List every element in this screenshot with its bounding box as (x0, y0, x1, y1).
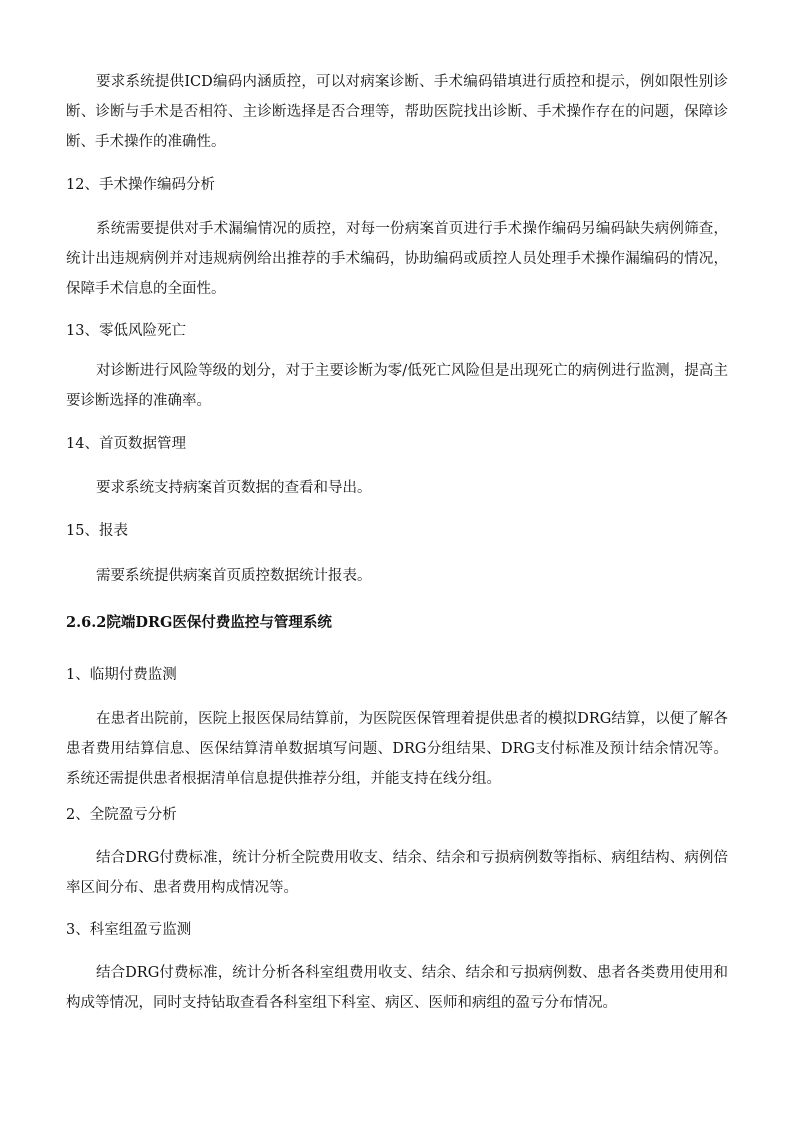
section-title-2-6-2: 2.6.2院端DRG医保付费监控与管理系统 (66, 614, 332, 631)
heading-1: 1、临期付费监测 (66, 667, 177, 683)
paragraph-14: 要求系统支持病案首页数据的查看和导出。 (96, 480, 372, 496)
heading-14: 14、首页数据管理 (66, 436, 186, 452)
paragraph-3: 结合DRG付费标准，统计分析各科室组费用收支、结余、结余和亏损病例数、患者各类费用使用和构成等情况，同时支持钻取查看各科室组下科室、病区、医师和病组的盈亏分布情况。 (66, 965, 728, 1011)
paragraph-2: 结合DRG付费标准，统计分析全院费用收支、结余、结余和亏损病例数等指标、病组结构、病例倍率区间分布、患者费用构成情况等。 (66, 850, 728, 896)
heading-2: 2、全院盈亏分析 (66, 807, 177, 823)
paragraph-icd-quality: 要求系统提供ICD编码内涵质控，可以对病案诊断、手术编码错填进行质控和提示，例如限性别诊断、诊断与手术是否相符、主诊断选择是否合理等，帮助医院找出诊断、手术操作存在的问题，保障诊断、手术操作的准确性。 (66, 74, 728, 150)
heading-13: 13、零低风险死亡 (66, 323, 186, 339)
paragraph-13: 对诊断进行风险等级的划分，对于主要诊断为零/低死亡风险但是出现死亡的病例进行监测，提高主要诊断选择的准确率。 (66, 363, 728, 409)
heading-15: 15、报表 (66, 523, 128, 539)
paragraph-12: 系统需要提供对手术漏编情况的质控，对每一份病案首页进行手术操作编码另编码缺失病例筛查，统计出违规病例并对违规病例给出推荐的手术编码，协助编码或质控人员处理手术操作漏编码的情况，保障手术信息的全面性。 (66, 221, 728, 297)
heading-3: 3、科室组盈亏监测 (66, 922, 192, 938)
paragraph-1: 在患者出院前，医院上报医保局结算前，为医院医保管理着提供患者的模拟DRG结算，以便了解各患者费用结算信息、医保结算清单数据填写问题、DRG分组结果、DRG支付标准及预计结余情况等。系统还需提供患者根据清单信息提供推荐分组，并能支持在线分组。 (66, 711, 728, 787)
paragraph-15: 需要系统提供病案首页质控数据统计报表。 (96, 568, 372, 584)
heading-12: 12、手术操作编码分析 (66, 177, 215, 193)
